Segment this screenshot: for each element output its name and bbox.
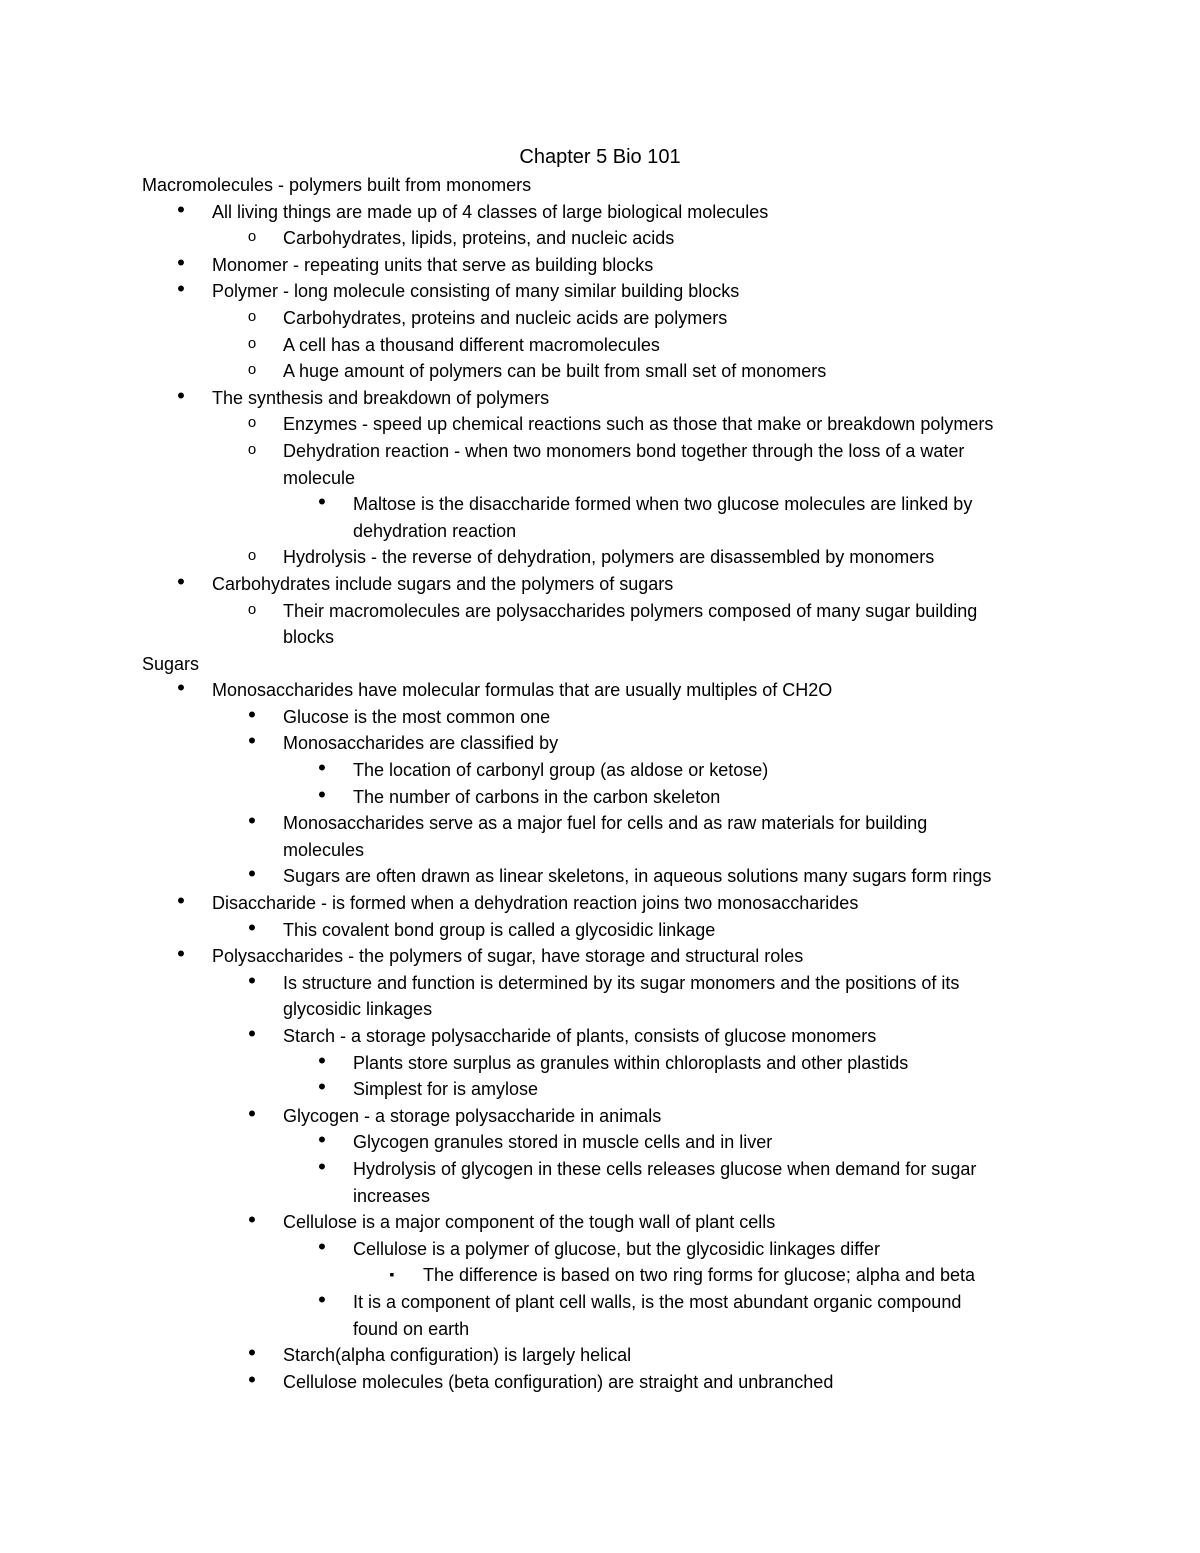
list-item xyxy=(142,1129,1082,1156)
line-text: molecule xyxy=(283,467,356,488)
list-item xyxy=(142,1023,1082,1050)
line-text: This covalent bond group is called a glycosidic linkage xyxy=(283,919,716,940)
list-item xyxy=(142,491,1082,518)
bullet-icon xyxy=(174,252,188,277)
list-item xyxy=(142,943,1082,970)
hollow-bullet-icon xyxy=(245,598,259,622)
bullet-icon xyxy=(174,571,188,596)
list-item xyxy=(142,385,1082,412)
list-item xyxy=(142,1076,1082,1103)
bullet-icon xyxy=(315,1156,329,1181)
line-text: Cellulose molecules (beta configuration) are straight and unbranched xyxy=(283,1371,834,1392)
list-item xyxy=(142,571,1082,598)
hollow-bullet-icon xyxy=(245,305,259,329)
section-heading xyxy=(142,172,1082,199)
list-item xyxy=(142,225,1082,252)
list-item xyxy=(142,730,1082,757)
list-item xyxy=(142,1262,1082,1289)
line-text: Monosaccharides are classified by xyxy=(283,733,559,754)
list-item xyxy=(142,837,1082,864)
line-text: Enzymes - speed up chemical reactions such as those that make or breakdown polymers xyxy=(283,414,994,435)
line-text: Disaccharide - is formed when a dehydration reaction joins two monosaccharides xyxy=(212,893,859,914)
list-item xyxy=(142,1156,1082,1183)
list-item xyxy=(142,890,1082,917)
line-text: Glucose is the most common one xyxy=(283,706,551,727)
bullet-icon xyxy=(245,730,259,755)
section-heading xyxy=(142,651,1082,678)
list-item xyxy=(142,784,1082,811)
line-text: Is structure and function is determined by its sugar monomers and the positions of its xyxy=(283,972,960,993)
list-item xyxy=(142,996,1082,1023)
line-text: Macromolecules - polymers built from monomers xyxy=(142,175,532,195)
bullet-icon xyxy=(315,757,329,782)
line-text: It is a component of plant cell walls, is the most abundant organic compound xyxy=(353,1291,962,1312)
line-text: increases xyxy=(353,1185,431,1206)
document-body xyxy=(142,172,1082,1395)
bullet-icon xyxy=(245,1369,259,1394)
line-text: Polysaccharides - the polymers of sugar, have storage and structural roles xyxy=(212,946,804,967)
line-text: Sugars are often drawn as linear skeletons, in aqueous solutions many sugars form rings xyxy=(283,866,992,887)
line-text: Starch(alpha configuration) is largely helical xyxy=(283,1345,632,1366)
bullet-icon xyxy=(245,1103,259,1128)
list-item xyxy=(142,278,1082,305)
line-text: found on earth xyxy=(353,1318,470,1339)
line-text: Glycogen - a storage polysaccharide in animals xyxy=(283,1105,662,1126)
line-text: blocks xyxy=(283,627,335,648)
line-text: Carbohydrates include sugars and the polymers of sugars xyxy=(212,573,674,594)
line-text: molecules xyxy=(283,839,365,860)
bullet-icon xyxy=(245,1023,259,1048)
hollow-bullet-icon xyxy=(245,411,259,435)
list-item xyxy=(142,252,1082,279)
bullet-icon xyxy=(245,704,259,729)
line-text: The difference is based on two ring forms for glucose; alpha and beta xyxy=(423,1265,975,1286)
document-title: Chapter 5 Bio 101 xyxy=(519,146,681,168)
line-text: Carbohydrates, lipids, proteins, and nucleic acids xyxy=(283,228,675,249)
bullet-icon xyxy=(174,890,188,915)
list-item xyxy=(142,411,1082,438)
list-item xyxy=(142,1103,1082,1130)
line-text: Their macromolecules are polysaccharides polymers composed of many sugar building xyxy=(283,600,978,621)
line-text: glycosidic linkages xyxy=(283,999,433,1020)
list-item xyxy=(142,757,1082,784)
line-text: Polymer - long molecule consisting of many similar building blocks xyxy=(212,281,740,302)
bullet-icon xyxy=(174,943,188,968)
list-item xyxy=(142,332,1082,359)
list-item xyxy=(142,917,1082,944)
list-item xyxy=(142,544,1082,571)
line-text: The number of carbons in the carbon skeleton xyxy=(353,786,721,807)
bullet-icon xyxy=(315,1050,329,1075)
list-item xyxy=(142,624,1082,651)
bullet-icon xyxy=(315,491,329,516)
bullet-icon xyxy=(174,385,188,410)
hollow-bullet-icon xyxy=(245,544,259,568)
line-text: A cell has a thousand different macromolecules xyxy=(283,334,660,355)
list-item xyxy=(142,1316,1082,1343)
list-item xyxy=(142,863,1082,890)
bullet-icon xyxy=(315,1236,329,1261)
list-item xyxy=(142,199,1082,226)
bullet-icon xyxy=(315,1129,329,1154)
list-item xyxy=(142,1050,1082,1077)
square-bullet-icon xyxy=(385,1262,399,1286)
bullet-icon xyxy=(174,677,188,702)
line-text: Maltose is the disaccharide formed when two glucose molecules are linked by xyxy=(353,494,973,515)
line-text: Starch - a storage polysaccharide of plants, consists of glucose monomers xyxy=(283,1026,877,1046)
list-item xyxy=(142,1369,1082,1396)
line-text: Monomer - repeating units that serve as building blocks xyxy=(212,254,654,275)
hollow-bullet-icon xyxy=(245,332,259,356)
bullet-icon xyxy=(245,863,259,888)
line-text: dehydration reaction xyxy=(353,520,517,541)
list-item xyxy=(142,677,1082,704)
list-item xyxy=(142,1289,1082,1316)
line-text: The location of carbonyl group (as aldose or ketose) xyxy=(353,760,769,781)
hollow-bullet-icon xyxy=(245,358,259,382)
line-text: The synthesis and breakdown of polymers xyxy=(212,387,550,408)
hollow-bullet-icon xyxy=(245,438,259,462)
bullet-icon xyxy=(245,917,259,942)
line-text: Glycogen granules stored in muscle cells and in liver xyxy=(353,1132,773,1153)
hollow-bullet-icon xyxy=(245,225,259,249)
list-item xyxy=(142,1183,1082,1210)
list-item xyxy=(142,465,1082,492)
bullet-icon xyxy=(315,1289,329,1314)
list-item xyxy=(142,598,1082,625)
bullet-icon xyxy=(245,810,259,835)
list-item xyxy=(142,305,1082,332)
bullet-icon xyxy=(315,784,329,809)
list-item xyxy=(142,518,1082,545)
line-text: Cellulose is a polymer of glucose, but the glycosidic linkages differ xyxy=(353,1238,880,1259)
list-item xyxy=(142,438,1082,465)
bullet-icon xyxy=(245,1209,259,1234)
line-text: Cellulose is a major component of the tough wall of plant cells xyxy=(283,1212,776,1233)
line-text: Plants store surplus as granules within chloroplasts and other plastids xyxy=(353,1052,909,1073)
bullet-icon xyxy=(245,970,259,995)
line-text: Monosaccharides have molecular formulas that are usually multiples of CH2O xyxy=(212,680,833,701)
list-item xyxy=(142,1209,1082,1236)
line-text: All living things are made up of 4 classes of large biological molecules xyxy=(212,201,769,222)
line-text: Sugars xyxy=(142,653,200,674)
line-text: Hydrolysis - the reverse of dehydration, polymers are disassembled by monomers xyxy=(283,547,935,568)
list-item xyxy=(142,810,1082,837)
line-text: Hydrolysis of glycogen in these cells releases glucose when demand for sugar xyxy=(353,1158,977,1179)
bullet-icon xyxy=(174,278,188,303)
line-text: Simplest for is amylose xyxy=(353,1079,539,1100)
line-text: Dehydration reaction - when two monomers bond together through the loss of a water xyxy=(283,440,965,461)
list-item xyxy=(142,704,1082,731)
list-item xyxy=(142,970,1082,997)
list-item xyxy=(142,1236,1082,1263)
bullet-icon xyxy=(315,1076,329,1101)
bullet-icon xyxy=(245,1342,259,1367)
line-text: A huge amount of polymers can be built from small set of monomers xyxy=(283,361,827,382)
list-item xyxy=(142,1342,1082,1369)
line-text: Monosaccharides serve as a major fuel for cells and as raw materials for building xyxy=(283,813,928,834)
line-text: Carbohydrates, proteins and nucleic acids are polymers xyxy=(283,307,728,328)
bullet-icon xyxy=(174,199,188,224)
list-item xyxy=(142,358,1082,385)
